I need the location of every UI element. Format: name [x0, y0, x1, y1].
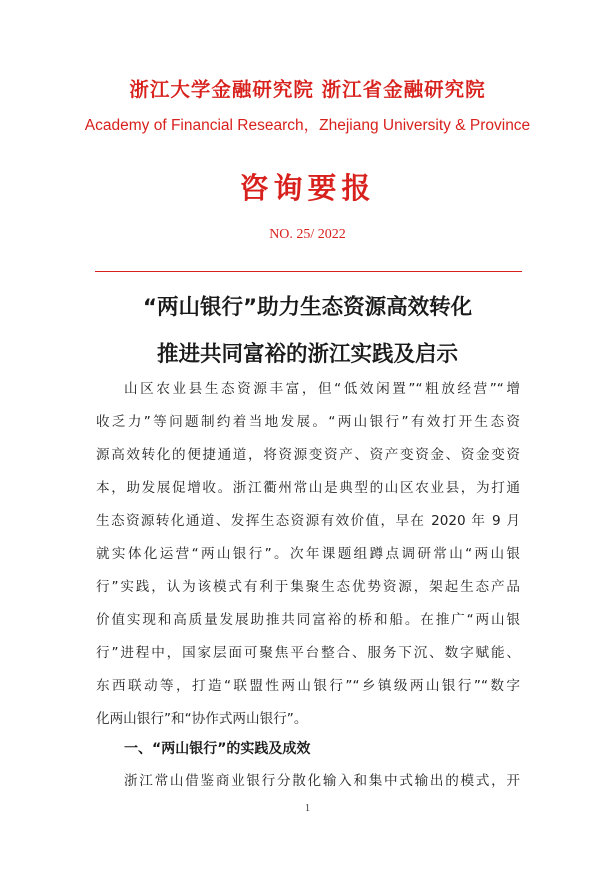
intro-line: 收乏力”等问题制约着当地发展。“两山银行”有效打开生态资	[96, 414, 520, 430]
intro-line: 价值实现和高质量发展助推共同富裕的桥和船。在推广“两山银	[96, 612, 520, 628]
intro-line: 就实体化运营“两山银行”。次年课题组蹲点调研常山“两山银	[96, 546, 520, 562]
article-title-line-1: “两山银行”助力生态资源高效转化	[142, 295, 473, 320]
intro-line: 东西联动等，打造“联盟性两山银行”“乡镇级两山银行”“数字	[96, 678, 520, 694]
intro-line: 生态资源转化通道、发挥生态资源有效价值，早在 2020 年 9 月	[96, 513, 520, 529]
page-number: 1	[305, 803, 310, 814]
intro-line: 源高效转化的便捷通道，将资源变资产、资产变资金、资金变资	[96, 447, 520, 463]
intro-line: 行”进程中，国家层面可聚焦平台整合、服务下沉、数字赋能、	[96, 645, 520, 661]
intro-line: 化两山银行”和“协作式两山银行”。	[96, 711, 308, 727]
intro-line: 行”实践，认为该模式有利于集聚生态优势资源，架起生态产品	[96, 579, 520, 595]
intro-line: 本，助发展促增收。浙江衢州常山是典型的山区农业县，为打通	[96, 480, 520, 496]
section-heading: 一、“两山银行”的实践及成效	[124, 741, 311, 757]
report-series-title: 咨询要报	[239, 171, 376, 205]
section-body-line: 浙江常山借鉴商业银行分散化输入和集中式输出的模式，开	[124, 773, 520, 789]
intro-line: 山区农业县生态资源丰富，但“低效闲置”“粗放经营”“增	[124, 381, 520, 397]
institution-name-cn: 浙江大学金融研究院 浙江省金融研究院	[129, 78, 486, 101]
article-title-line-2: 推进共同富裕的浙江实践及启示	[156, 342, 458, 367]
report-number: NO. 25/ 2022	[269, 227, 346, 242]
header-divider	[95, 271, 522, 272]
institution-name-en: Academy of Financial Research，Zhejiang University & Province	[84, 117, 531, 134]
